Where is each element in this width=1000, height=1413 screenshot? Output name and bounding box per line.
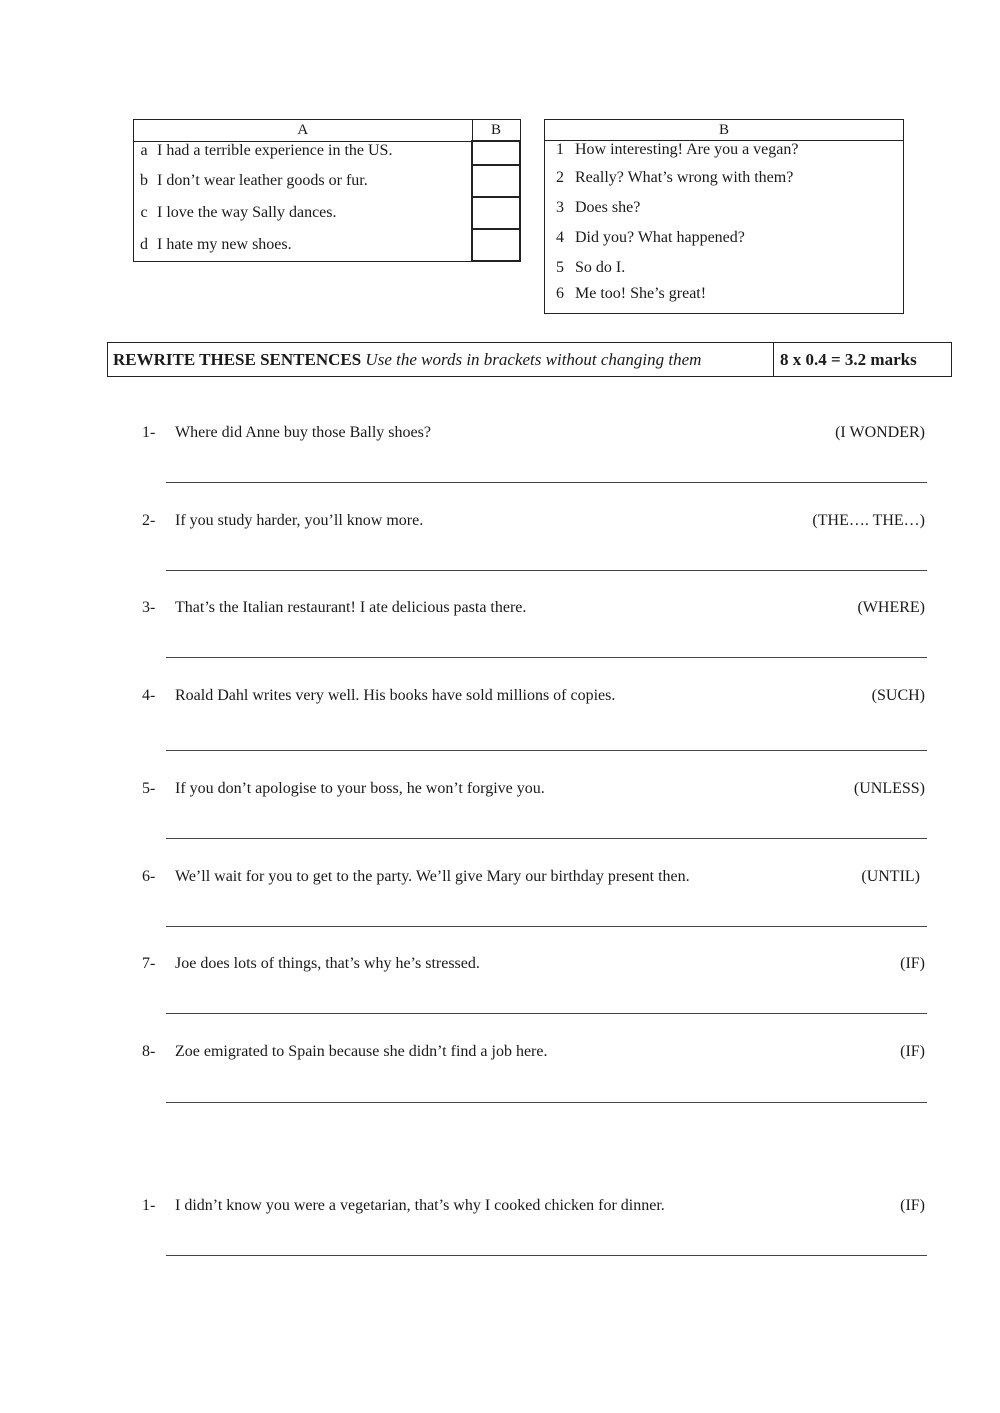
answer-line[interactable] xyxy=(166,657,927,658)
item-hint: (SUCH) xyxy=(871,687,925,704)
item-number: 6- xyxy=(142,868,156,885)
row-number: 2 xyxy=(556,169,564,186)
row-response: Did you? What happened? xyxy=(575,229,745,246)
table-a-header-b: B xyxy=(472,120,520,142)
row-sentence: I had a terrible experience in the US. xyxy=(154,141,472,165)
section-title-cell xyxy=(108,343,774,376)
table-row xyxy=(545,283,904,314)
row-number: 6 xyxy=(556,285,564,302)
section-instruction: Use the words in brackets without changing them xyxy=(365,350,702,369)
table-row xyxy=(134,197,521,229)
section-marks: 8 x 0.4 = 3.2 marks xyxy=(780,350,917,369)
row-sentence: I hate my new shoes. xyxy=(154,229,472,261)
exercise-item xyxy=(142,1043,927,1067)
exercise-item xyxy=(142,1197,927,1221)
table-row xyxy=(134,229,521,261)
answer-box[interactable] xyxy=(472,165,520,197)
answer-line[interactable] xyxy=(166,1255,927,1256)
item-number: 4- xyxy=(142,687,156,704)
item-number: 1- xyxy=(142,424,156,441)
item-hint: (THE…. THE…) xyxy=(812,512,925,529)
answer-line[interactable] xyxy=(166,926,927,927)
exercise-item xyxy=(142,599,927,623)
row-response: So do I. xyxy=(575,259,626,276)
row-sentence: I love the way Sally dances. xyxy=(154,197,472,229)
answer-line[interactable] xyxy=(166,1013,927,1014)
item-sentence: That’s the Italian restaurant! I ate delicious pasta there. xyxy=(175,599,527,616)
answer-line[interactable] xyxy=(166,838,927,839)
item-sentence: Roald Dahl writes very well. His books have sold millions of copies. xyxy=(175,687,616,704)
answer-line[interactable] xyxy=(166,750,927,751)
item-sentence: Where did Anne buy those Bally shoes? xyxy=(175,424,431,441)
item-sentence: Zoe emigrated to Spain because she didn’t find a job here. xyxy=(175,1043,548,1060)
answer-line[interactable] xyxy=(166,570,927,571)
exercise-item xyxy=(142,955,927,979)
row-number: 3 xyxy=(556,199,564,216)
match-table-a xyxy=(133,119,521,262)
row-letter: c xyxy=(134,197,155,229)
table-row xyxy=(545,193,904,223)
table-row xyxy=(545,253,904,283)
row-letter: a xyxy=(134,141,155,165)
answer-box[interactable] xyxy=(472,229,520,261)
section-title: REWRITE THESE SENTENCES xyxy=(113,350,362,369)
row-response: Does she? xyxy=(575,199,641,216)
table-row xyxy=(545,163,904,193)
answer-box[interactable] xyxy=(472,141,520,165)
item-number: 3- xyxy=(142,599,156,616)
item-sentence: I didn’t know you were a vegetarian, that’s why I cooked chicken for dinner. xyxy=(175,1197,665,1214)
row-number: 5 xyxy=(556,259,564,276)
row-sentence: I don’t wear leather goods or fur. xyxy=(154,165,472,197)
item-number: 5- xyxy=(142,780,156,797)
exercise-item xyxy=(142,780,927,804)
exercise-item xyxy=(142,868,927,892)
item-number: 8- xyxy=(142,1043,156,1060)
table-b-header: B xyxy=(545,120,904,141)
row-response: How interesting! Are you a vegan? xyxy=(575,141,799,158)
item-number: 2- xyxy=(142,512,156,529)
exercise-item xyxy=(142,512,927,536)
answer-line[interactable] xyxy=(166,482,927,483)
row-number: 4 xyxy=(556,229,564,246)
item-hint: (IF) xyxy=(900,955,925,972)
row-number: 1 xyxy=(556,141,564,158)
item-number: 7- xyxy=(142,955,156,972)
section-header xyxy=(107,342,952,377)
exercise-item xyxy=(142,424,927,448)
item-sentence: If you don’t apologise to your boss, he won’t forgive you. xyxy=(175,780,545,797)
row-response: Really? What’s wrong with them? xyxy=(575,169,794,186)
item-sentence: Joe does lots of things, that’s why he’s stressed. xyxy=(175,955,480,972)
item-hint: (UNLESS) xyxy=(853,780,925,797)
item-hint: (IF) xyxy=(900,1043,925,1060)
answer-box[interactable] xyxy=(472,197,520,229)
table-a-header-a: A xyxy=(134,120,473,142)
table-row xyxy=(545,223,904,253)
item-hint: (I WONDER) xyxy=(835,424,925,441)
match-table-b xyxy=(544,119,904,314)
table-row xyxy=(134,141,521,165)
exercise-item xyxy=(142,687,927,711)
row-response: Me too! She’s great! xyxy=(575,285,707,302)
item-hint: (UNTIL) xyxy=(861,868,920,885)
table-row xyxy=(545,141,904,164)
item-hint: (WHERE) xyxy=(857,599,925,616)
row-letter: d xyxy=(134,229,155,261)
item-sentence: We’ll wait for you to get to the party. We’ll give Mary our birthday present then. xyxy=(175,868,690,885)
table-row xyxy=(134,165,521,197)
item-number: 1- xyxy=(142,1197,156,1214)
answer-line[interactable] xyxy=(166,1102,927,1103)
item-sentence: If you study harder, you’ll know more. xyxy=(175,512,424,529)
row-letter: b xyxy=(134,165,155,197)
item-hint: (IF) xyxy=(900,1197,925,1214)
